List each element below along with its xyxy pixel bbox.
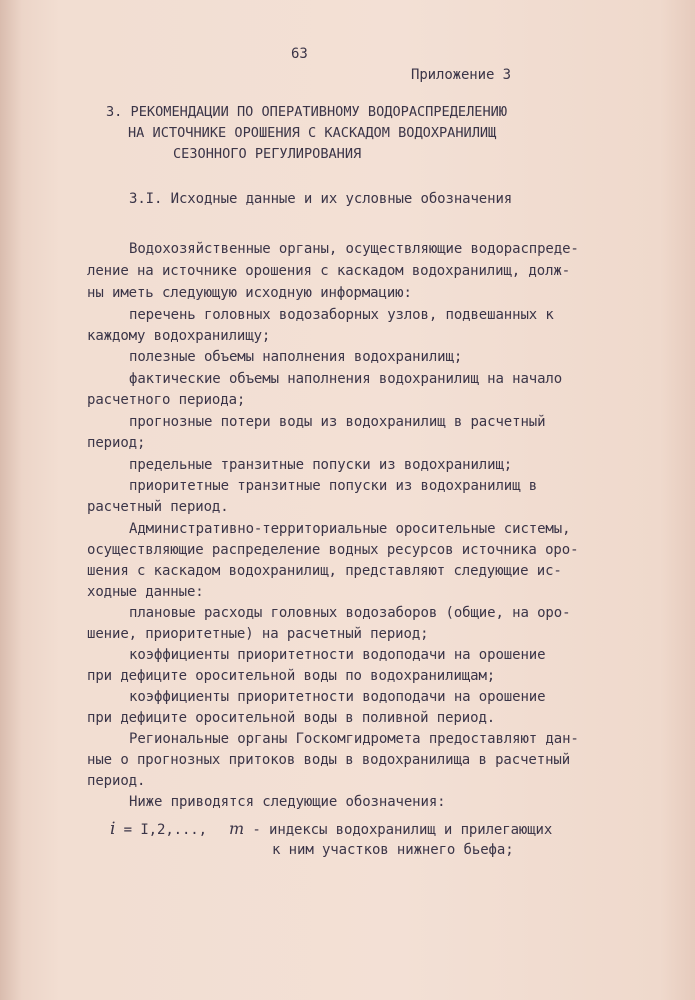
chapter-title-line-2: НА ИСТОЧНИКЕ ОРОШЕНИЯ С КАСКАДОМ ВОДОХРАНИЛИЩ: [128, 125, 497, 141]
body-line: ны иметь следующую исходную информацию:: [87, 285, 412, 301]
body-line: полезные объемы наполнения водохранилищ;: [129, 349, 463, 365]
body-line: прогнозные потери воды из водохранилищ в расчетный: [129, 414, 546, 430]
body-line: осуществляющие распределение водных ресурсов источника оро-: [87, 542, 579, 558]
body-line: перечень головных водозаборных узлов, подвешанных к: [129, 307, 554, 323]
page-number: 63: [291, 46, 308, 62]
notation-definition-1: - индексы водохранилищ и прилегающих: [244, 822, 553, 838]
count-symbol-m: m: [228, 819, 245, 838]
body-line: шения с каскадом водохранилищ, представляют следующие ис-: [87, 563, 562, 579]
index-values: = I,2,...,: [115, 822, 207, 838]
notation-line-1: [110, 820, 552, 839]
body-line: Административно-территориальные оросительные системы,: [129, 521, 571, 537]
chapter-title-line-3: СЕЗОННОГО РЕГУЛИРОВАНИЯ: [173, 146, 362, 162]
body-line: ные о прогнозных притоков воды в водохранилища в расчетный: [87, 752, 571, 768]
notation-line-2: к ним участков нижнего бьефа;: [272, 842, 514, 858]
body-line: расчетного периода;: [87, 392, 246, 408]
body-line: плановые расходы головных водозаборов (общие, на оро-: [129, 605, 571, 621]
body-line: ходные данные:: [87, 584, 204, 600]
index-symbol-i: i: [110, 819, 116, 839]
body-line: коэффициенты приоритетности водоподачи на орошение: [129, 647, 546, 663]
body-line: при дефиците оросительной воды по водохранилищам;: [87, 668, 496, 684]
body-line: период;: [87, 435, 146, 451]
body-line: ление на источнике орошения с каскадом водохранилищ, долж-: [87, 263, 571, 279]
body-line: период.: [87, 773, 146, 789]
body-line: фактические объемы наполнения водохранилищ на начало: [129, 371, 563, 387]
appendix-label: Приложение 3: [411, 67, 511, 83]
body-line: предельные транзитные попуски из водохранилищ;: [129, 457, 513, 473]
body-line: Региональные органы Госкомгидромета предоставляют дан-: [129, 731, 579, 747]
chapter-title-line-1: 3. РЕКОМЕНДАЦИИ ПО ОПЕРАТИВНОМУ ВОДОРАСПРЕДЕЛЕНИЮ: [106, 104, 508, 120]
body-line: приоритетные транзитные попуски из водохранилищ в: [129, 478, 538, 494]
body-line: шение, приоритетные) на расчетный период;: [87, 626, 429, 642]
body-line: Ниже приводятся следующие обозначения:: [129, 794, 446, 810]
body-line: Водохозяйственные органы, осуществляющие водораспреде-: [129, 241, 579, 257]
body-line: коэффициенты приоритетности водоподачи на орошение: [129, 689, 546, 705]
section-heading: 3.I. Исходные данные и их условные обозначения: [129, 191, 513, 207]
body-line: каждому водохранилищу;: [87, 328, 271, 344]
body-line: расчетный период.: [87, 499, 229, 515]
body-line: при дефиците оросительной воды в поливной период.: [87, 710, 496, 726]
